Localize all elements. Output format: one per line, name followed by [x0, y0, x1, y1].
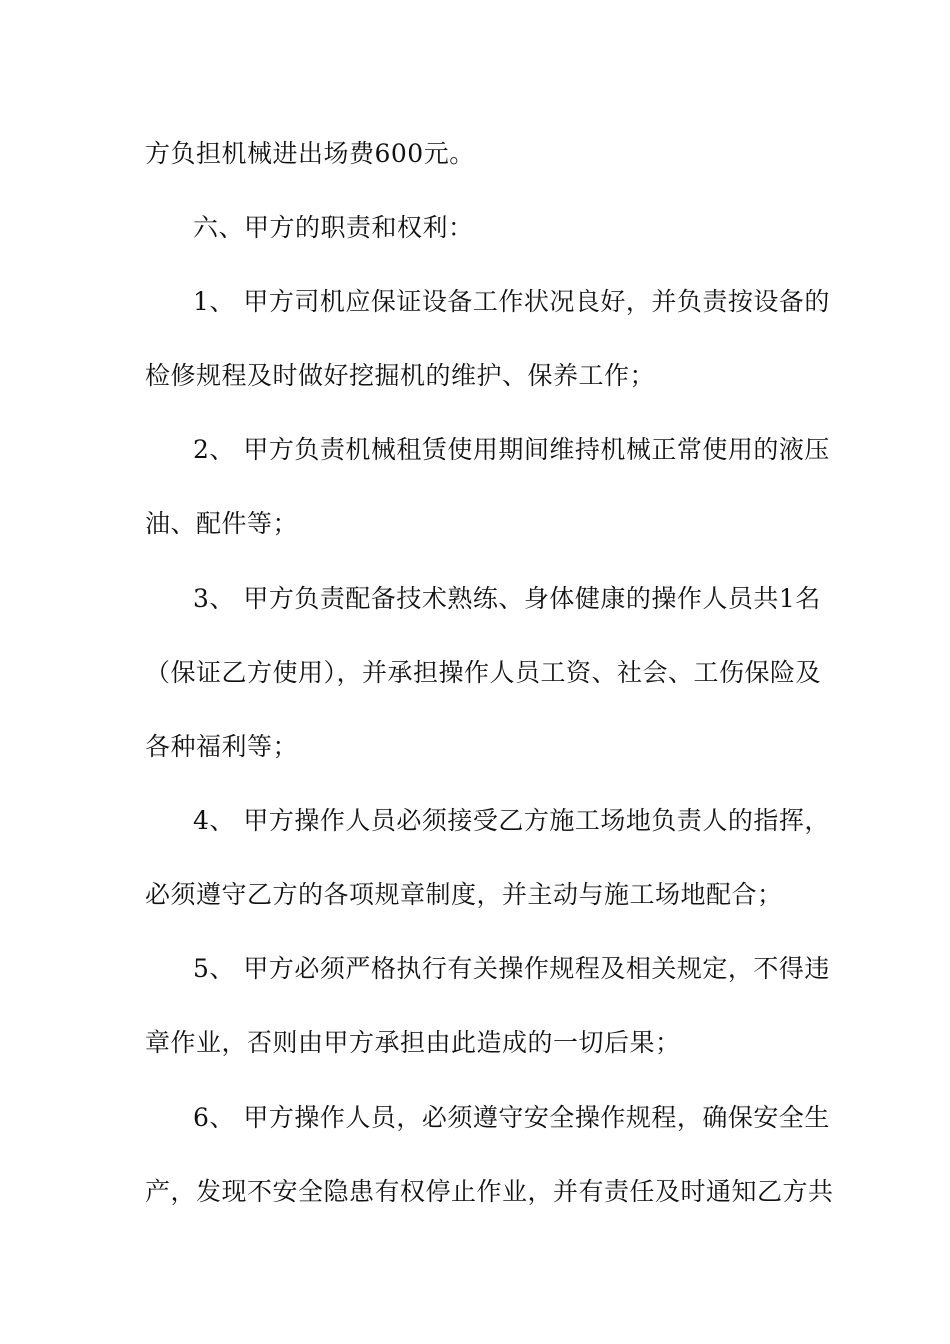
paragraph-line: 产，发现不安全隐患有权停止作业，并有责任及时通知乙方共	[145, 1177, 834, 1206]
paragraph-line: 必须遵守乙方的各项规章制度，并主动与施工场地配合；	[145, 880, 783, 909]
paragraph-line: 3、 甲方负责配备技术熟练、身体健康的操作人员共1名	[193, 584, 821, 613]
paragraph-line: 5、 甲方必须严格执行有关操作规程及相关规定，不得违	[193, 954, 830, 983]
paragraph-line: （保证乙方使用），并承担操作人员工资、社会、工伤保险及	[145, 658, 822, 687]
paragraph-line: 1、 甲方司机应保证设备工作状况良好，并负责按设备的	[193, 287, 830, 316]
paragraph-line: 2、 甲方负责机械租赁使用期间维持机械正常使用的液压	[193, 435, 830, 464]
paragraph-line: 方负担机械进出场费600元。	[145, 139, 475, 168]
paragraph-line: 油、配件等；	[145, 509, 299, 538]
paragraph-line: 章作业，否则由甲方承担由此造成的一切后果；	[145, 1028, 681, 1057]
paragraph-line: 各种福利等；	[145, 732, 299, 761]
paragraph-line: 4、 甲方操作人员必须接受乙方施工场地负责人的指挥，	[193, 806, 830, 835]
section-heading: 六、甲方的职责和权利：	[193, 213, 474, 242]
paragraph-line: 6、 甲方操作人员，必须遵守安全操作规程，确保安全生	[193, 1103, 830, 1132]
paragraph-line: 检修规程及时做好挖掘机的维护、保养工作；	[145, 361, 656, 390]
